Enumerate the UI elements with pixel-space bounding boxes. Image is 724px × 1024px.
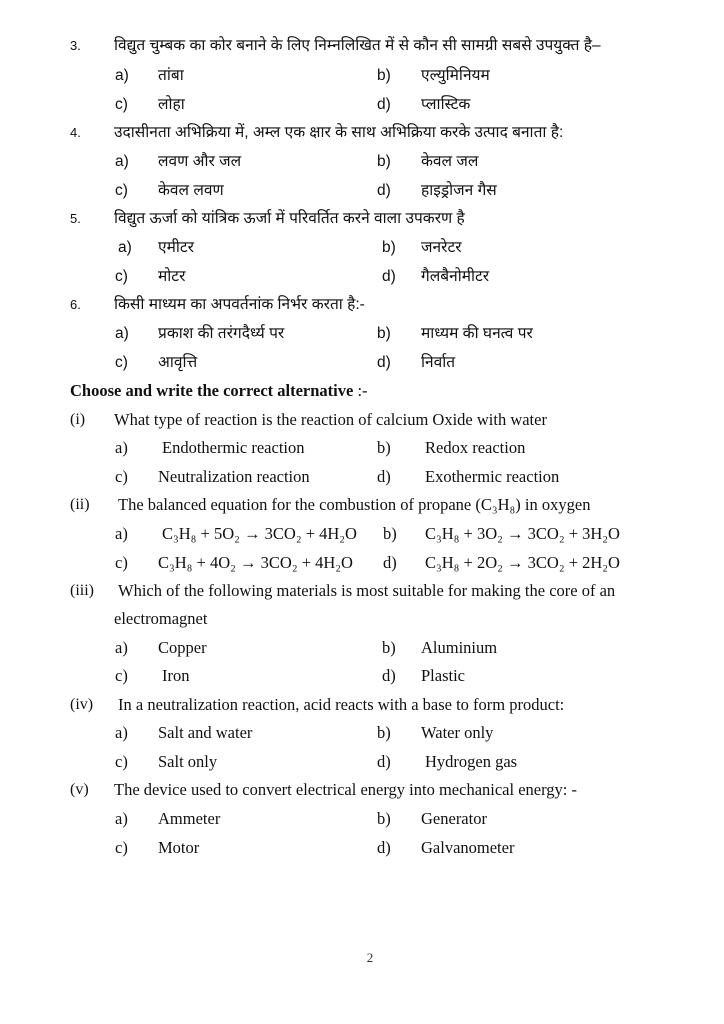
option-text: C₃H₈ + 4O₂ → 3CO₂ + 4H₂O	[158, 553, 353, 572]
option-label: b)	[377, 438, 391, 457]
option-label: b)	[377, 325, 391, 342]
option-text: केवल जल	[421, 153, 479, 170]
option-text: तांबा	[158, 67, 184, 84]
question-6-options-row-2	[0, 349, 724, 377]
option-text: Motor	[158, 838, 200, 857]
question-iii-stem-line-2	[0, 605, 724, 633]
option-label: a)	[115, 638, 128, 657]
question-number: (v)	[70, 781, 89, 798]
option-text: C₃H₈ + 2O₂ → 3CO₂ + 2H₂O	[425, 553, 620, 572]
option-label: b)	[377, 723, 391, 742]
question-5-options-row-2	[0, 263, 724, 291]
question-text: In a neutralization reaction, acid reacts with a base to form product:	[118, 695, 565, 714]
option-label: b)	[382, 638, 396, 657]
question-6-stem	[0, 291, 724, 319]
option-text: एल्युमिनियम	[421, 67, 490, 84]
option-text: केवल लवण	[158, 182, 224, 199]
section-heading-tail: :-	[353, 381, 368, 400]
option-text: Redox reaction	[425, 438, 526, 457]
option-label: b)	[377, 809, 391, 828]
option-label: c)	[115, 268, 128, 285]
question-iii-options-row-1	[0, 634, 724, 662]
question-v-stem	[0, 776, 724, 804]
question-3-options-row-1	[0, 62, 724, 90]
question-5-stem	[0, 205, 724, 233]
option-label: a)	[115, 723, 128, 742]
question-i-options-row-1	[0, 434, 724, 462]
option-label: d)	[383, 553, 397, 572]
question-6-options-row-1	[0, 320, 724, 348]
question-text: विद्युत चुम्बक का कोर बनाने के लिए निम्नलिखित में से कौन सी सामग्री सबसे उपयुक्त है–	[114, 37, 601, 54]
option-text: C₃H₈ + 3O₂ → 3CO₂ + 3H₂O	[425, 524, 620, 543]
question-text-continued: electromagnet	[114, 609, 208, 628]
option-text: प्लास्टिक	[421, 96, 471, 113]
option-text: Salt and water	[158, 723, 253, 742]
question-i-options-row-2	[0, 463, 724, 491]
question-iv-options-row-2	[0, 748, 724, 776]
question-number: 5.	[70, 211, 81, 226]
question-number: 4.	[70, 125, 81, 140]
option-text: लवण और जल	[158, 153, 242, 170]
option-text: Endothermic reaction	[162, 438, 305, 457]
option-label: c)	[115, 752, 128, 771]
option-label: d)	[382, 268, 396, 285]
question-text: What type of reaction is the reaction of calcium Oxide with water	[114, 410, 547, 429]
option-text: मोटर	[158, 268, 186, 285]
option-text: आवृत्ति	[158, 354, 198, 371]
option-label: c)	[115, 838, 128, 857]
question-ii-stem	[0, 491, 724, 519]
option-text: गैलबैनोमीटर	[421, 268, 490, 285]
option-label: d)	[377, 467, 391, 486]
question-number: (ii)	[70, 496, 90, 513]
question-number: (iii)	[70, 582, 94, 599]
question-number: 6.	[70, 297, 81, 312]
option-text: Aluminium	[421, 638, 498, 657]
option-label: a)	[118, 239, 132, 256]
option-text: Iron	[162, 666, 190, 685]
option-label: a)	[115, 325, 129, 342]
question-v-options-row-2	[0, 834, 724, 862]
option-label: c)	[115, 96, 128, 113]
option-label: d)	[377, 752, 391, 771]
option-text: निर्वात	[421, 354, 456, 371]
question-text: विद्युत ऊर्जा को यांत्रिक ऊर्जा में परिवर्तित करने वाला उपकरण है	[114, 210, 465, 227]
question-4-options-row-1	[0, 148, 724, 176]
option-label: b)	[383, 524, 397, 543]
option-label: c)	[115, 666, 128, 685]
option-label: c)	[115, 553, 128, 572]
option-label: b)	[382, 239, 396, 256]
option-text: Copper	[158, 638, 207, 657]
option-text: एमीटर	[158, 239, 195, 256]
question-iii-options-row-2	[0, 662, 724, 690]
question-i-stem	[0, 406, 724, 434]
section-heading-text: Choose and write the correct alternative	[70, 381, 354, 400]
question-text: The balanced equation for the combustion of propane (C₃H₈) in oxygen	[118, 495, 591, 514]
page-number: 2	[366, 950, 374, 965]
question-5-options-row-1	[0, 234, 724, 262]
option-text: Neutralization reaction	[158, 467, 310, 486]
question-text: उदासीनता अभिक्रिया में, अम्ल एक क्षार के साथ अभिक्रिया करके उत्पाद बनाता है:	[114, 124, 564, 141]
option-text: Salt only	[158, 752, 218, 771]
question-number: (iv)	[70, 696, 94, 713]
option-text: Plastic	[421, 666, 465, 685]
question-v-options-row-1	[0, 805, 724, 833]
question-number: (i)	[70, 411, 86, 428]
section-heading	[0, 377, 724, 405]
option-text: प्रकाश की तरंगदैर्ध्य पर	[158, 325, 285, 342]
option-label: d)	[377, 96, 391, 113]
option-text: C₃H₈ + 5O₂ → 3CO₂ + 4H₂O	[162, 524, 357, 543]
option-text: लोहा	[158, 96, 185, 113]
option-label: d)	[377, 354, 391, 371]
question-text: Which of the following materials is most suitable for making the core of an	[118, 581, 616, 600]
question-text: किसी माध्यम का अपवर्तनांक निर्भर करता है:-	[114, 296, 365, 313]
option-label: d)	[382, 666, 396, 685]
option-text: माध्यम की घनत्व पर	[421, 325, 533, 342]
option-text: Generator	[421, 809, 487, 828]
question-text: The device used to convert electrical energy into mechanical energy: -	[114, 780, 578, 799]
option-text: Water only	[421, 723, 494, 742]
question-iv-stem	[0, 691, 724, 719]
option-label: d)	[377, 838, 391, 857]
question-3-options-row-2	[0, 91, 724, 119]
option-label: c)	[115, 182, 128, 199]
option-label: c)	[115, 354, 128, 371]
option-label: a)	[115, 438, 128, 457]
question-3-stem	[0, 32, 724, 60]
question-number: 3.	[70, 38, 81, 53]
option-label: d)	[377, 182, 391, 199]
option-label: a)	[115, 524, 128, 543]
question-4-stem	[0, 119, 724, 147]
option-text: जनरेटर	[421, 239, 462, 256]
question-iv-options-row-1	[0, 719, 724, 747]
question-4-options-row-2	[0, 177, 724, 205]
option-label: a)	[115, 809, 128, 828]
option-label: a)	[115, 67, 129, 84]
option-label: c)	[115, 467, 128, 486]
question-ii-options-row-2	[0, 549, 724, 577]
option-text: हाइड्रोजन गैस	[421, 182, 497, 199]
option-text: Galvanometer	[421, 838, 515, 857]
option-text: Ammeter	[158, 809, 221, 828]
option-label: b)	[377, 67, 391, 84]
question-ii-options-row-1	[0, 520, 724, 548]
option-label: b)	[377, 153, 391, 170]
option-text: Hydrogen gas	[425, 752, 518, 771]
question-iii-stem	[0, 577, 724, 605]
option-text: Exothermic reaction	[425, 467, 560, 486]
option-label: a)	[115, 153, 129, 170]
